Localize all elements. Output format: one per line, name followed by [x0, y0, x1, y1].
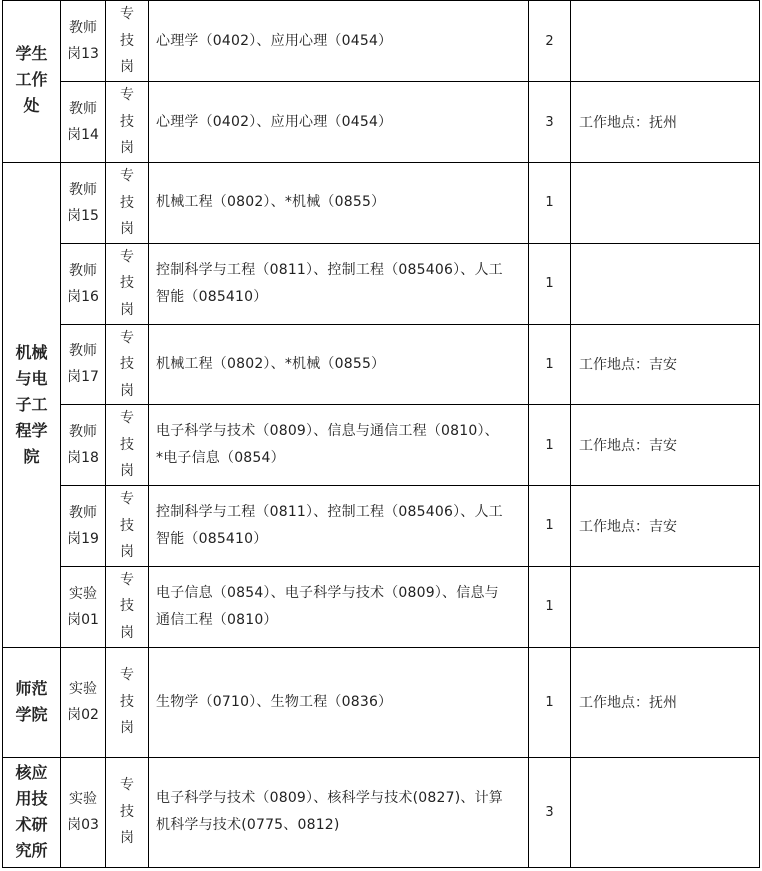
kind-line: 岗: [120, 221, 134, 237]
major-line: 控制科学与工程（0811）、控制工程（085406）、人工: [156, 503, 503, 520]
major-line: 智能（085410）: [156, 530, 268, 547]
table-row: [3, 324, 760, 405]
post-cell: [61, 243, 106, 324]
major-cell: [149, 324, 529, 405]
kind-line: 岗: [120, 624, 134, 641]
note-cell: 工作地点：吉安: [571, 405, 760, 486]
major-cell: [149, 82, 529, 163]
kind-line: 岗: [120, 463, 134, 480]
major-line: 电子信息（0854）、电子科学与技术（0809）、信息与: [156, 584, 499, 601]
post-line: 岗13: [67, 46, 99, 62]
major-line: 电子科学与技术（0809）、信息与通信工程（0810）、: [156, 423, 499, 439]
kind-cell: [106, 486, 149, 567]
count-cell: 1: [529, 163, 571, 244]
table-row: [3, 163, 760, 244]
count-cell: 1: [529, 405, 571, 486]
note-cell: [571, 163, 760, 244]
kind-cell: [106, 566, 149, 647]
post-line: 岗17: [67, 369, 99, 386]
dept-cell: [3, 1, 61, 163]
kind-line: 岗: [120, 830, 134, 847]
count-cell: 1: [529, 243, 571, 324]
post-line: 教师: [69, 101, 97, 117]
major-cell: [149, 243, 529, 324]
kind-cell: [106, 757, 149, 867]
post-line: 岗18: [67, 450, 99, 466]
kind-line: 岗: [120, 720, 134, 737]
dept-line: 子工: [15, 394, 48, 414]
major-line: 机械工程（0802）、*机械（0855）: [156, 355, 386, 372]
post-cell: [61, 163, 106, 244]
kind-line: 专: [120, 491, 134, 507]
count-cell: 3: [529, 757, 571, 867]
kind-cell: [106, 324, 149, 405]
major-line: 心理学（0402）、应用心理（0454）: [156, 113, 393, 130]
count-cell: 1: [529, 324, 571, 405]
dept-line: 与电: [15, 368, 48, 388]
post-line: 教师: [69, 262, 97, 279]
table-row: [3, 243, 760, 324]
kind-line: 专: [120, 667, 134, 684]
note-cell: [571, 566, 760, 647]
kind-line: 岗: [120, 382, 134, 399]
major-cell: [149, 1, 529, 82]
kind-line: 技: [120, 194, 134, 211]
major-line: 生物学（0710）、生物工程（0836）: [156, 693, 393, 710]
kind-line: 专: [120, 168, 134, 184]
dept-line: 处: [23, 96, 40, 115]
major-cell: [149, 405, 529, 486]
major-line: 机科学与技术(0775、0812): [156, 817, 340, 833]
kind-cell: [106, 647, 149, 757]
kind-line: 专: [120, 248, 134, 265]
dept-cell: [3, 163, 61, 648]
count-cell: 1: [529, 486, 571, 567]
post-line: 教师: [69, 20, 97, 36]
kind-line: 技: [120, 517, 134, 534]
kind-line: 技: [120, 436, 134, 453]
major-line: 控制科学与工程（0811）、控制工程（085406）、人工: [156, 261, 503, 278]
table-row: [3, 647, 760, 757]
dept-line: 核应: [15, 763, 48, 782]
dept-line: 师范: [15, 679, 48, 698]
post-cell: [61, 647, 106, 757]
post-line: 岗02: [67, 707, 99, 723]
post-cell: [61, 566, 106, 647]
recruitment-table: [2, 0, 760, 868]
post-cell: [61, 1, 106, 82]
kind-line: 技: [120, 275, 134, 292]
major-line: 电子科学与技术（0809）、核科学与技术(0827)、计算: [156, 790, 503, 806]
note-cell: 工作地点：抚州: [571, 647, 760, 757]
dept-line: 工作: [15, 70, 48, 89]
major-cell: [149, 163, 529, 244]
kind-line: 岗: [120, 140, 134, 157]
kind-line: 专: [120, 87, 134, 104]
note-cell: [571, 757, 760, 867]
kind-cell: [106, 82, 149, 163]
post-line: 岗15: [67, 207, 99, 224]
kind-line: 专: [120, 6, 134, 23]
post-line: 实验: [69, 585, 97, 602]
kind-line: 技: [120, 598, 134, 615]
post-cell: [61, 486, 106, 567]
note-cell: 工作地点：吉安: [571, 324, 760, 405]
kind-line: 专: [120, 777, 134, 794]
kind-line: 技: [120, 356, 134, 372]
table-row: [3, 1, 760, 82]
post-cell: [61, 324, 106, 405]
post-cell: [61, 405, 106, 486]
count-cell: 1: [529, 647, 571, 757]
kind-line: 技: [120, 803, 134, 820]
dept-line: 用技: [15, 789, 48, 808]
dept-line: 机械: [15, 342, 48, 362]
major-line: 机械工程（0802）、*机械（0855）: [156, 194, 386, 211]
note-cell: 工作地点：抚州: [571, 82, 760, 163]
post-line: 岗01: [67, 611, 99, 628]
kind-line: 岗: [120, 59, 134, 76]
dept-cell: [3, 647, 61, 757]
count-cell: 1: [529, 566, 571, 647]
post-line: 岗16: [67, 288, 99, 305]
major-line: *电子信息（0854）: [156, 450, 285, 466]
major-cell: [149, 486, 529, 567]
table-row: [3, 82, 760, 163]
post-line: 教师: [69, 424, 97, 440]
post-line: 教师: [69, 504, 97, 521]
kind-line: 技: [120, 113, 134, 130]
kind-cell: [106, 1, 149, 82]
major-cell: [149, 647, 529, 757]
kind-line: 岗: [120, 301, 134, 318]
major-line: 心理学（0402）、应用心理（0454）: [156, 32, 393, 49]
dept-line: 院: [23, 446, 40, 466]
major-cell: [149, 757, 529, 867]
kind-cell: [106, 405, 149, 486]
count-cell: 2: [529, 1, 571, 82]
note-cell: 工作地点：吉安: [571, 486, 760, 567]
kind-line: 技: [120, 32, 134, 49]
dept-line: 究所: [15, 841, 48, 860]
post-cell: [61, 757, 106, 867]
dept-line: 术研: [15, 815, 48, 834]
kind-line: 岗: [120, 544, 134, 560]
kind-line: 技: [120, 693, 134, 710]
note-cell: [571, 243, 760, 324]
note-cell: [571, 1, 760, 82]
table-row: [3, 566, 760, 647]
major-cell: [149, 566, 529, 647]
kind-line: 专: [120, 329, 134, 346]
post-cell: [61, 82, 106, 163]
post-line: 岗14: [67, 127, 99, 143]
table-row: [3, 405, 760, 486]
count-cell: 3: [529, 82, 571, 163]
post-line: 实验: [69, 791, 97, 807]
kind-line: 专: [120, 410, 134, 427]
table-row: [3, 757, 760, 867]
table-row: [3, 486, 760, 567]
post-line: 岗03: [67, 817, 99, 833]
dept-line: 学院: [15, 705, 48, 724]
post-line: 实验: [69, 681, 97, 697]
major-line: 智能（085410）: [156, 288, 268, 305]
major-line: 通信工程（0810）: [156, 611, 278, 628]
dept-line: 程学: [15, 420, 48, 440]
dept-line: 学生: [15, 44, 48, 63]
dept-cell: [3, 757, 61, 867]
kind-cell: [106, 243, 149, 324]
post-line: 教师: [69, 181, 97, 198]
kind-line: 专: [120, 571, 134, 588]
post-line: 教师: [69, 343, 97, 360]
kind-cell: [106, 163, 149, 244]
post-line: 岗19: [67, 530, 99, 547]
